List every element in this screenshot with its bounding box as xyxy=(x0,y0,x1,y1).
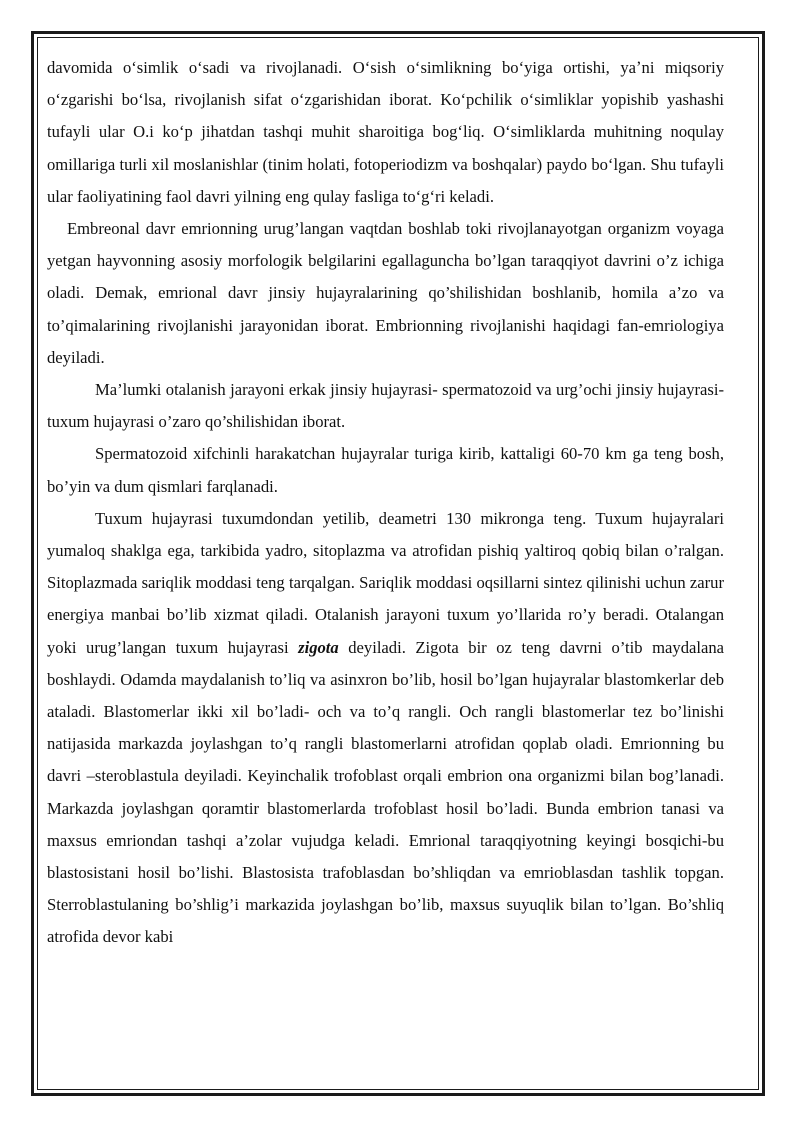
paragraph-embryonal-period: Embreonal davr emrionning urug’langan vaqtdan boshlab toki rivojlanayotgan organizm voyaga yetgan hayvonning asosiy morfologik belgilarini egallaguncha bo’lgan taraqqiyot davrini o’z ichiga oladi. Demak, emrional davr jinsiy hujayralarining qo’shilishidan boshlanib, homila a’zo va to’qimalarining rivojlanishi jarayonidan iborat. Embrionning rivojlanishi haqidagi fan-emriologiya deyiladi. xyxy=(47,219,724,367)
paragraph-egg-cell-text-after: deyiladi. Zigota bir oz teng davrni o’tib maydalana boshlaydi. Odamda maydalanish to’liq va asinxron bo’lib, hosil bo’lgan hujayralar blastomkerlar deb ataladi. Blastomerlar ikki xil bo’ladi- och va to’q rangli. Och rangli blastomerlar tez bo’linishi natijasida markazda joylashgan to’q rangli blastomerlarni atrofidan qoplab oladi. Emrionning bu davri –steroblastula deyiladi. Keyinchalik trofoblast orqali embrion ona organizmi bilan bog’lanadi. Markazda joylashgan qoramtir blastomerlarda trofoblast hosil bo’ladi. Bunda embrion tanasi va maxsus emriondan tashqi a’zolar vujudga keladi. Emrional taraqqiyotning keyingi bosqichi-bu blastosistani hosil bo’lishi. Blastosista trafoblasdan bo’shliqdan va emrioblasdan tashlik topgan. Sterroblastulaning bo’shlig’i markazida joylashgan bo’lib, maxsus suyuqlik bilan to’lgan. Bo’shliq atrofida devor kabi xyxy=(47,637,724,947)
paragraph-fertilization: Ma’lumki otalanish jarayoni erkak jinsiy hujayrasi- spermatozoid va urg’ochi jinsiy hujayrasi-tuxum hujayrasi o’zaro qo’shilishidan iborat. xyxy=(47,380,724,432)
paragraph-egg-cell-text-before: Tuxum hujayrasi tuxumdondan yetilib, deametri 130 mikronga teng. Tuxum hujayralari yumaloq shaklga ega, tarkibida yadro, sitoplazma va atrofidan pishiq yaltiroq qobiq bilan o’ralgan. Sitoplazmada sariqlik moddasi teng tarqalgan. Sariqlik moddasi oqsillarni sintez qilinishi uchun zarur energiya manbai bo’lib xizmat qiladi. Otalanish jarayoni tuxum yo’llarida ro’y beradi. Otalangan yoki urug’langan tuxum hujayrasi xyxy=(47,508,724,657)
paragraph-spermatozoid: Spermatozoid xifchinli harakatchan hujayralar turiga kirib, kattaligi 60-70 km ga teng bosh, bo’yin va dum qismlari farqlanadi. xyxy=(47,444,724,496)
term-zigota: zigota xyxy=(298,637,339,657)
paragraph-plant-growth: davomida oʻsimlik oʻsadi va rivojlanadi. Oʻsish oʻsimlikning boʻyiga ortishi, yaʼni miqsoriy oʻzgarishi boʻlsa, rivojlanish sifat oʻzgarishidan iborat. Koʻpchilik oʻsimliklar yopishib yashashi tufayli ular O.i koʻp jihatdan tashqi muhit sharoitiga bogʻliq. Oʻsimliklarda muhitning noqulay omillariga turli xil moslanishlar (tinim holati, fotoperiodizm va boshqalar) paydo boʻlgan. Shu tufayli ular faoliyatining faol davri yilning eng qulay fasliga toʻgʻri keladi. xyxy=(47,58,724,206)
paragraph-egg-cell xyxy=(47,503,724,954)
document-body xyxy=(47,52,724,954)
